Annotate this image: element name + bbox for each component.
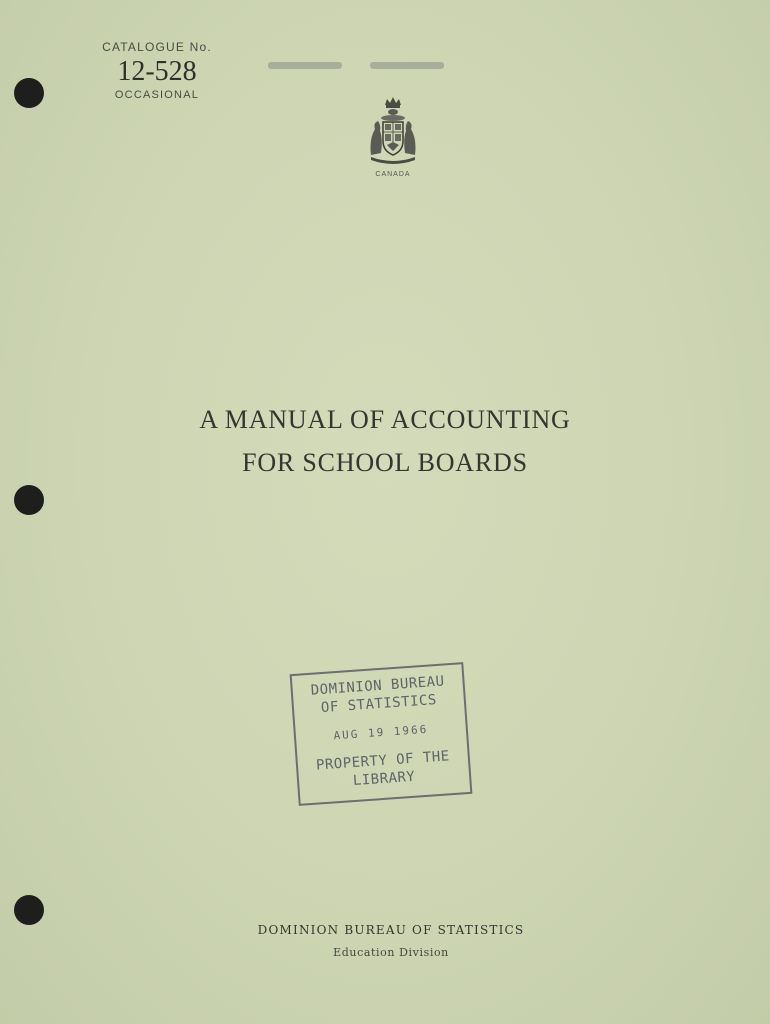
crest-label: CANADA [375,171,411,178]
title-line-2: FOR SCHOOL BOARDS [242,448,528,477]
publisher: DOMINION BUREAU OF STATISTICS [257,923,525,937]
coat-of-arms-icon [365,95,421,169]
document-title [0,398,770,484]
catalogue-label: CATALOGUE No. [102,40,212,54]
catalogue-type: OCCASIONAL [114,89,200,101]
punch-hole [14,485,44,515]
stamp-line-2: OF STATISTICS [320,692,438,717]
library-stamp [290,662,473,806]
punch-hole [14,78,44,108]
catalogue-block [92,40,222,101]
ink-smudge [370,62,444,69]
ink-smudge [268,62,342,69]
stamp-line-3: PROPERTY OF THE [315,748,451,774]
stamp-line-4: LIBRARY [352,768,416,790]
punch-hole [14,895,44,925]
stamp-line-1: DOMINION BUREAU [310,673,446,699]
catalogue-number: 12-528 [117,56,197,87]
title-line-1: A MANUAL OF ACCOUNTING [199,405,571,434]
division: Education Division [333,946,449,959]
crest [360,95,426,185]
stamp-date: AUG 19 1966 [333,722,429,743]
